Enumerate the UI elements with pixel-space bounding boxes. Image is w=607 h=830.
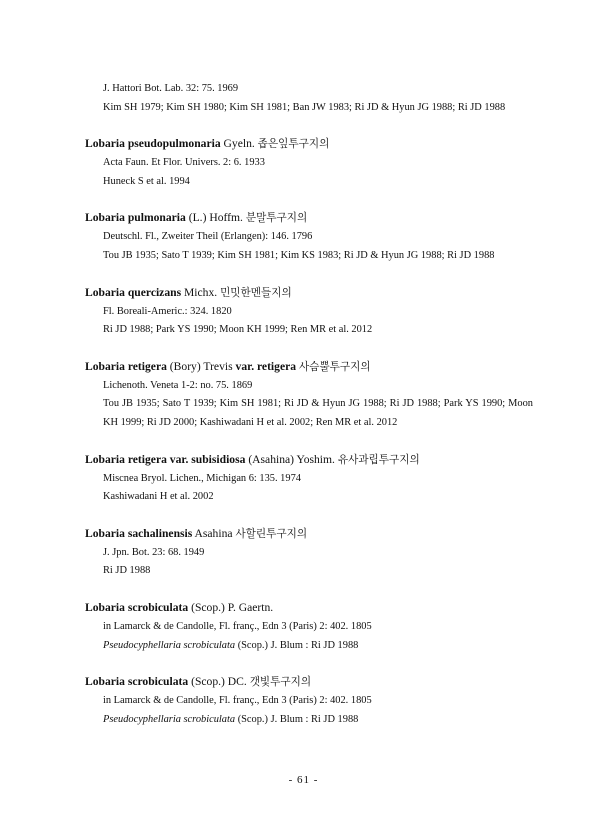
species-author: (Bory) Trevis [169, 359, 233, 373]
reference-line: Tou JB 1935; Sato T 1939; Kim SH 1981; Kim KS 1983; Ri JD & Hyun JG 1988; Ri JD 1988 [103, 249, 495, 261]
species-name: Lobaria retigera [85, 359, 167, 373]
korean-name: 분말투구지의 [245, 212, 308, 225]
species-heading [85, 450, 533, 470]
citation-line: J. Hattori Bot. Lab. 32: 75. 1969 [103, 83, 239, 94]
synonym-rest: (Scop.) J. Blum : Ri JD 1988 [237, 713, 359, 725]
species-heading [85, 134, 533, 154]
korean-name: 유사과립투구지의 [337, 453, 420, 466]
species-entry [85, 134, 533, 191]
species-author: Asahina [194, 526, 233, 540]
species-name: Lobaria scrobiculata [85, 600, 189, 614]
species-entry [85, 598, 533, 655]
species-name: Lobaria quercizans [85, 285, 182, 299]
synonym-name: Pseudocyphellaria scrobiculata [103, 639, 236, 651]
citation-line: in Lamarck & de Candolle, Fl. franç., Edn 3 (Paris) 2: 402. 1805 [103, 695, 372, 707]
entry-list [85, 80, 533, 746]
species-name: Lobaria retigera var. subisidiosa [85, 452, 246, 466]
reference-line: Tou JB 1935; Sato T 1939; Kim SH 1981; Ri JD & Hyun JG 1988; Ri JD 1988; Park YS 1990; Moon KH 1999; Ri JD 2000; Kashiwadani H et al. 2002; Ren MR et al. 2012 [103, 398, 533, 428]
citation-line: Miscnea Bryol. Lichen., Michigan 6: 135. 1974 [103, 472, 301, 484]
reference-line: Ri JD 1988 [103, 565, 151, 577]
species-heading [85, 598, 533, 618]
korean-name: 민밋한멘들지의 [220, 286, 292, 299]
citation-line: Acta Faun. Et Flor. Univers. 2: 6. 1933 [103, 157, 265, 169]
page-number: - 61 - [288, 774, 319, 786]
citation-line: Fl. Boreali-Americ.: 324. 1820 [103, 305, 232, 317]
reference-line: Kashiwadani H et al. 2002 [103, 491, 214, 503]
citation-line: Lichenoth. Veneta 1-2: no. 75. 1869 [103, 379, 253, 391]
species-author: Michx. [184, 285, 218, 299]
species-heading [85, 672, 533, 692]
species-entry [85, 672, 533, 729]
synonym-line [85, 637, 533, 656]
species-heading [85, 283, 533, 303]
species-author: Gyeln. [223, 137, 255, 151]
korean-name: 사슴뿔투구지의 [298, 360, 371, 373]
species-heading [85, 208, 533, 228]
korean-name: 갯빛투구지의 [249, 676, 312, 689]
species-heading [85, 357, 533, 377]
reference-line: Huneck S et al. 1994 [103, 175, 190, 187]
species-entry [85, 283, 533, 340]
korean-name: 사할린투구지의 [235, 527, 308, 540]
variety-label: var. retigera [235, 359, 297, 373]
species-author: (Scop.) DC. [191, 675, 247, 689]
reference-line: Kim SH 1979; Kim SH 1980; Kim SH 1981; Ban JW 1983; Ri JD & Hyun JG 1988; Ri JD 1988 [103, 101, 506, 113]
synonym-rest: (Scop.) J. Blum : Ri JD 1988 [237, 639, 359, 651]
synonym-name: Pseudocyphellaria scrobiculata [103, 713, 236, 725]
species-heading [85, 524, 533, 544]
species-name: Lobaria scrobiculata [85, 675, 189, 689]
korean-name: 좁은잎투구지의 [257, 138, 330, 151]
species-name: Lobaria pseudopulmonaria [85, 137, 221, 151]
citation-line: Deutschl. Fl., Zweiter Theil (Erlangen): 146. 1796 [103, 231, 313, 243]
species-entry [85, 524, 533, 581]
species-entry [85, 357, 533, 433]
species-entry [85, 208, 533, 265]
species-entry [85, 450, 533, 507]
citation-line: in Lamarck & de Candolle, Fl. franç., Edn 3 (Paris) 2: 402. 1805 [103, 620, 372, 632]
species-author: (Asahina) Yoshim. [248, 452, 335, 466]
species-name: Lobaria pulmonaria [85, 211, 186, 225]
continued-entry [85, 80, 533, 117]
synonym-line [85, 711, 533, 730]
species-author: (Scop.) P. Gaertn. [191, 600, 274, 614]
citation-line: J. Jpn. Bot. 23: 68. 1949 [103, 546, 205, 558]
reference-line: Ri JD 1988; Park YS 1990; Moon KH 1999; Ren MR et al. 2012 [103, 324, 373, 336]
species-author: (L.) Hoffm. [188, 211, 243, 225]
species-name: Lobaria sachalinensis [85, 526, 193, 540]
